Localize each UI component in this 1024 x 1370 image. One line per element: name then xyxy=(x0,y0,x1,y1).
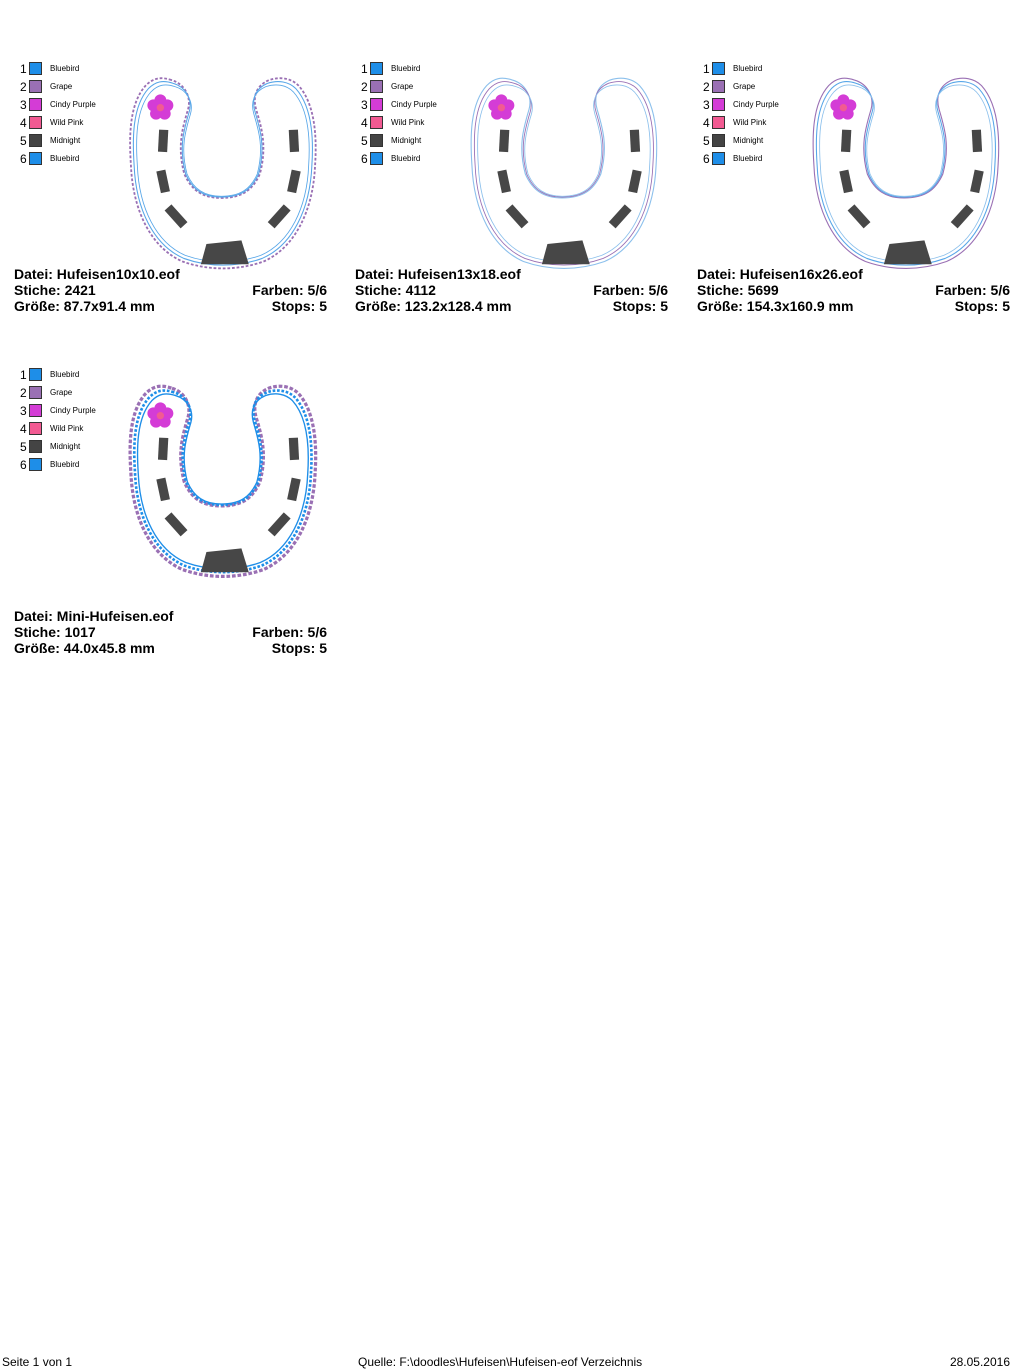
legend-number: 1 xyxy=(20,62,27,76)
page-number: Seite 1 von 1 xyxy=(2,1355,73,1369)
file-name: Mini-Hufeisen.eof xyxy=(56,608,174,624)
design-size: 154.3x160.9 mm xyxy=(746,298,854,314)
legend-number: 2 xyxy=(361,80,368,94)
legend-color-name: Grape xyxy=(391,82,414,91)
stitch-count: 5699 xyxy=(747,282,779,298)
source-path: Quelle: F:\doodles\Hufeisen\Hufeisen-eof Verzeichnis xyxy=(358,1355,643,1369)
stop-count: 5 xyxy=(319,298,327,314)
color-swatch xyxy=(29,116,42,129)
legend-color-name: Cindy Purple xyxy=(50,100,96,109)
design-card-mini-hufeisen xyxy=(14,368,334,676)
color-count: 5/6 xyxy=(307,624,327,640)
color-swatch xyxy=(29,386,42,399)
design-info xyxy=(14,608,334,656)
legend-number: 5 xyxy=(703,134,710,148)
horseshoe-design-preview xyxy=(801,64,1011,284)
stitches-label: Stiche: xyxy=(14,282,61,298)
legend-color-name: Bluebird xyxy=(50,154,80,163)
stops-label: Stops: xyxy=(612,298,657,314)
horseshoe-design-preview xyxy=(459,64,669,284)
stitches-label: Stiche: xyxy=(14,624,61,640)
legend-color-name: Cindy Purple xyxy=(733,100,779,109)
legend-number: 5 xyxy=(361,134,368,148)
color-swatch xyxy=(29,458,42,471)
legend-color-name: Wild Pink xyxy=(50,118,84,127)
file-label: Datei: xyxy=(355,266,394,282)
legend-number: 3 xyxy=(20,98,27,112)
color-swatch xyxy=(370,116,383,129)
legend-color-name: Midnight xyxy=(50,136,81,145)
stops-label: Stops: xyxy=(954,298,999,314)
legend-color-name: Wild Pink xyxy=(50,424,84,433)
legend-color-name: Midnight xyxy=(733,136,764,145)
color-swatch xyxy=(29,368,42,381)
design-size: 123.2x128.4 mm xyxy=(404,298,512,314)
color-swatch xyxy=(712,62,725,75)
stitch-count: 4112 xyxy=(405,282,436,298)
legend-color-name: Bluebird xyxy=(391,64,421,73)
file-label: Datei: xyxy=(697,266,736,282)
legend-color-name: Bluebird xyxy=(391,154,421,163)
design-card-hufeisen16x26 xyxy=(697,34,1017,334)
legend-color-name: Wild Pink xyxy=(391,118,425,127)
size-label: Größe: xyxy=(697,298,743,314)
color-swatch xyxy=(29,404,42,417)
legend-color-name: Midnight xyxy=(391,136,422,145)
stitches-label: Stiche: xyxy=(697,282,744,298)
color-swatch xyxy=(29,62,42,75)
color-swatch xyxy=(712,152,725,165)
color-swatch xyxy=(370,62,383,75)
size-label: Größe: xyxy=(14,640,60,656)
color-swatch xyxy=(29,80,42,93)
legend-number: 4 xyxy=(20,116,27,130)
color-swatch xyxy=(712,134,725,147)
file-label: Datei: xyxy=(14,266,53,282)
stop-count: 5 xyxy=(319,640,327,656)
legend-number: 6 xyxy=(703,152,710,166)
color-swatch xyxy=(370,98,383,111)
color-swatch xyxy=(712,116,725,129)
color-count: 5/6 xyxy=(648,282,668,298)
legend-color-name: Grape xyxy=(50,82,73,91)
stitch-count: 1017 xyxy=(64,624,96,640)
file-label: Datei: xyxy=(14,608,53,624)
legend-number: 3 xyxy=(20,404,27,418)
colors-label: Farben: xyxy=(252,282,304,298)
legend-number: 5 xyxy=(20,440,27,454)
stitch-count: 2421 xyxy=(64,282,96,298)
size-label: Größe: xyxy=(14,298,60,314)
legend-color-name: Bluebird xyxy=(50,370,80,379)
stops-label: Stops: xyxy=(271,640,316,656)
legend-number: 1 xyxy=(361,62,368,76)
legend-number: 2 xyxy=(703,80,710,94)
color-swatch xyxy=(29,152,42,165)
print-date: 28.05.2016 xyxy=(949,1355,1010,1369)
design-size: 87.7x91.4 mm xyxy=(63,298,155,314)
legend-number: 4 xyxy=(20,422,27,436)
legend-number: 6 xyxy=(20,152,27,166)
legend-color-name: Bluebird xyxy=(50,460,80,469)
stitches-label: Stiche: xyxy=(355,282,402,298)
color-swatch xyxy=(29,98,42,111)
legend-color-name: Bluebird xyxy=(733,154,763,163)
color-swatch xyxy=(29,440,42,453)
legend-color-name: Cindy Purple xyxy=(391,100,437,109)
color-swatch xyxy=(370,134,383,147)
legend-number: 5 xyxy=(20,134,27,148)
color-swatch xyxy=(712,80,725,93)
legend-number: 6 xyxy=(361,152,368,166)
colors-label: Farben: xyxy=(252,624,304,640)
design-card-hufeisen13x18 xyxy=(355,34,675,334)
color-swatch xyxy=(29,134,42,147)
stop-count: 5 xyxy=(1002,298,1010,314)
design-info xyxy=(14,266,334,314)
file-name: Hufeisen13x18.eof xyxy=(397,266,521,282)
color-swatch xyxy=(370,152,383,165)
colors-label: Farben: xyxy=(593,282,645,298)
legend-color-name: Bluebird xyxy=(733,64,763,73)
colors-label: Farben: xyxy=(935,282,987,298)
stop-count: 5 xyxy=(660,298,668,314)
color-count: 5/6 xyxy=(307,282,327,298)
legend-number: 2 xyxy=(20,386,27,400)
color-swatch xyxy=(29,422,42,435)
legend-number: 3 xyxy=(361,98,368,112)
legend-number: 1 xyxy=(20,368,27,382)
stops-label: Stops: xyxy=(271,298,316,314)
legend-color-name: Cindy Purple xyxy=(50,406,96,415)
legend-color-name: Grape xyxy=(733,82,756,91)
legend-number: 1 xyxy=(703,62,710,76)
legend-number: 4 xyxy=(361,116,368,130)
legend-number: 6 xyxy=(20,458,27,472)
color-swatch xyxy=(712,98,725,111)
legend-number: 4 xyxy=(703,116,710,130)
legend-color-name: Bluebird xyxy=(50,64,80,73)
horseshoe-design-preview xyxy=(118,64,328,284)
legend-color-name: Wild Pink xyxy=(733,118,767,127)
file-name: Hufeisen16x26.eof xyxy=(739,266,863,282)
size-label: Größe: xyxy=(355,298,401,314)
legend-color-name: Midnight xyxy=(50,442,81,451)
color-swatch xyxy=(370,80,383,93)
horseshoe-design-preview xyxy=(118,376,328,588)
design-info xyxy=(355,266,675,314)
legend-color-name: Grape xyxy=(50,388,73,397)
legend-number: 3 xyxy=(703,98,710,112)
design-info xyxy=(697,266,1017,314)
design-card-hufeisen10x10 xyxy=(14,34,334,334)
legend-number: 2 xyxy=(20,80,27,94)
design-size: 44.0x45.8 mm xyxy=(63,640,155,656)
file-name: Hufeisen10x10.eof xyxy=(56,266,180,282)
color-count: 5/6 xyxy=(990,282,1010,298)
